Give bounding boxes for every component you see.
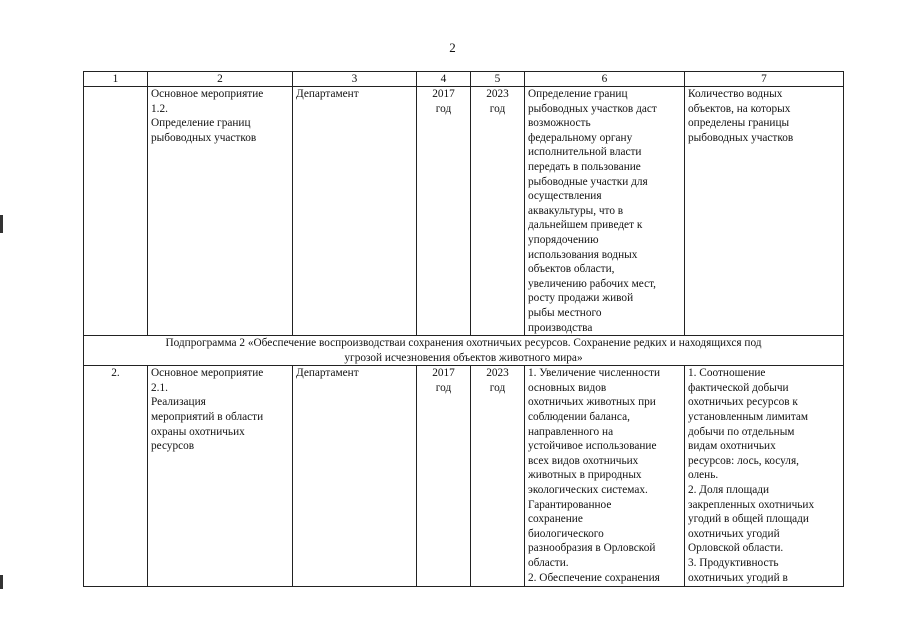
executor-cell: Департамент bbox=[293, 87, 417, 336]
result-line: разнообразия в Орловской bbox=[528, 542, 656, 555]
start-year-cell bbox=[417, 366, 471, 587]
result-line: животных в природных bbox=[528, 469, 642, 482]
start-year: 2017 bbox=[432, 367, 455, 380]
indicator-line: ресурсов: лось, косуля, bbox=[688, 454, 799, 467]
result-line: Гарантированное bbox=[528, 498, 612, 511]
result-line: направленного на bbox=[528, 425, 614, 438]
result-line: аквакультуры, что в bbox=[528, 204, 624, 217]
result-line: охотничьих животных при bbox=[528, 396, 656, 409]
indicator-line: охотничьих угодий в bbox=[688, 571, 788, 584]
page-number: 2 bbox=[449, 40, 456, 55]
indicator-line: олень. bbox=[688, 469, 719, 482]
result-line: рыбы местного bbox=[528, 306, 602, 319]
column-header-5: 5 bbox=[471, 72, 525, 87]
indicator-line: закрепленных охотничьих bbox=[688, 498, 815, 511]
indicator-line: Количество водных bbox=[688, 88, 783, 100]
start-year-unit: год bbox=[435, 381, 452, 394]
indicator-line: охотничьих ресурсов к bbox=[688, 396, 798, 409]
scan-edge-mark-top bbox=[0, 215, 3, 233]
indicator-cell bbox=[685, 366, 844, 587]
result-line: сохранение bbox=[528, 513, 583, 526]
executor-text: Департамент bbox=[296, 367, 359, 380]
result-line: экологических системах. bbox=[528, 484, 648, 497]
activity-line: Определение границ bbox=[151, 117, 251, 130]
column-header-4: 4 bbox=[417, 72, 471, 87]
activity-line: ресурсов bbox=[151, 440, 195, 453]
result-line: производства bbox=[528, 321, 593, 334]
result-line: передать в пользование bbox=[528, 160, 641, 173]
indicator-line: 3. Продуктивность bbox=[688, 557, 779, 569]
column-header-2: 2 bbox=[148, 72, 293, 87]
column-header-3: 3 bbox=[293, 72, 417, 87]
indicator-line: 2. Доля площади bbox=[688, 484, 769, 497]
activity-line: Реализация bbox=[151, 396, 206, 409]
end-year-unit: год bbox=[489, 381, 506, 394]
expected-result-cell bbox=[525, 87, 685, 336]
result-line: использования водных bbox=[528, 248, 638, 261]
result-line: Определение границ bbox=[528, 88, 628, 100]
indicator-line: установленным лимитам bbox=[688, 411, 809, 424]
table-row-2-1 bbox=[84, 366, 844, 587]
row-number: 2. bbox=[84, 366, 148, 587]
result-line: рыбоводные участки для bbox=[528, 175, 648, 188]
column-number-row bbox=[84, 72, 844, 87]
result-line: соблюдении баланса, bbox=[528, 411, 630, 424]
activity-line: Основное мероприятие bbox=[151, 88, 264, 100]
indicator-line: 1. Соотношение bbox=[688, 367, 766, 380]
subprogram-title-line: Подпрограмма 2 «Обеспечение воспроизводстваи сохранения охотничьих ресурсов. Сохранение редких и находящихся под bbox=[165, 337, 762, 350]
activity-line: мероприятий в области bbox=[151, 411, 264, 424]
indicator-line: угодий в общей площади bbox=[688, 513, 809, 526]
program-table bbox=[83, 71, 844, 587]
result-line: области. bbox=[528, 557, 569, 569]
activity-cell bbox=[148, 366, 293, 587]
indicator-line: добычи по отдельным bbox=[688, 425, 795, 438]
subprogram-row bbox=[84, 336, 844, 366]
result-line: всех видов охотничьих bbox=[528, 454, 639, 467]
result-line: дальнейшем приведет к bbox=[528, 219, 643, 232]
column-header-7: 7 bbox=[685, 72, 844, 87]
indicator-line: Орловской области. bbox=[688, 542, 784, 555]
end-year: 2023 bbox=[486, 88, 509, 100]
end-year-unit: год bbox=[489, 102, 506, 115]
indicator-line: определены границы bbox=[688, 117, 790, 130]
result-line: 1. Увеличение численности bbox=[528, 367, 661, 380]
column-header-6: 6 bbox=[525, 72, 685, 87]
result-line: росту продажи живой bbox=[528, 292, 634, 305]
result-line: устойчивое использование bbox=[528, 440, 657, 453]
activity-line: 1.2. bbox=[151, 102, 168, 115]
start-year-cell bbox=[417, 87, 471, 336]
result-line: упорядочению bbox=[528, 233, 599, 246]
column-header-1: 1 bbox=[84, 72, 148, 87]
result-line: 2. Обеспечение сохранения bbox=[528, 571, 660, 584]
result-line: рыбоводных участков даст bbox=[528, 102, 657, 115]
activity-line: рыбоводных участков bbox=[151, 131, 257, 144]
scan-edge-mark-bottom bbox=[0, 575, 3, 589]
result-line: основных видов bbox=[528, 381, 607, 394]
result-line: федеральному органу bbox=[528, 131, 633, 144]
indicator-line: объектов, на которых bbox=[688, 102, 791, 115]
start-year-unit: год bbox=[435, 102, 452, 115]
result-line: биологического bbox=[528, 527, 604, 540]
activity-line: 2.1. bbox=[151, 381, 168, 394]
end-year-cell bbox=[471, 366, 525, 587]
table-row-1-2 bbox=[84, 87, 844, 336]
result-line: осуществления bbox=[528, 190, 602, 203]
indicator-line: видам охотничьих bbox=[688, 440, 776, 453]
indicator-cell bbox=[685, 87, 844, 336]
result-line: объектов области, bbox=[528, 263, 615, 276]
expected-result-cell bbox=[525, 366, 685, 587]
row-number bbox=[84, 87, 148, 336]
subprogram-title-line: угрозой исчезновения объектов животного мира» bbox=[344, 351, 583, 364]
activity-line: охраны охотничьих bbox=[151, 425, 245, 438]
end-year-cell bbox=[471, 87, 525, 336]
indicator-line: охотничьих угодий bbox=[688, 527, 780, 540]
indicator-line: фактической добычи bbox=[688, 381, 789, 394]
executor-cell bbox=[293, 366, 417, 587]
start-year: 2017 bbox=[432, 88, 455, 100]
subprogram-title bbox=[84, 336, 844, 366]
activity-cell bbox=[148, 87, 293, 336]
end-year: 2023 bbox=[486, 367, 509, 380]
activity-line: Основное мероприятие bbox=[151, 367, 264, 380]
result-line: исполнительной власти bbox=[528, 146, 642, 159]
result-line: увеличению рабочих мест, bbox=[528, 277, 656, 290]
indicator-line: рыбоводных участков bbox=[688, 131, 794, 144]
result-line: возможность bbox=[528, 117, 591, 130]
